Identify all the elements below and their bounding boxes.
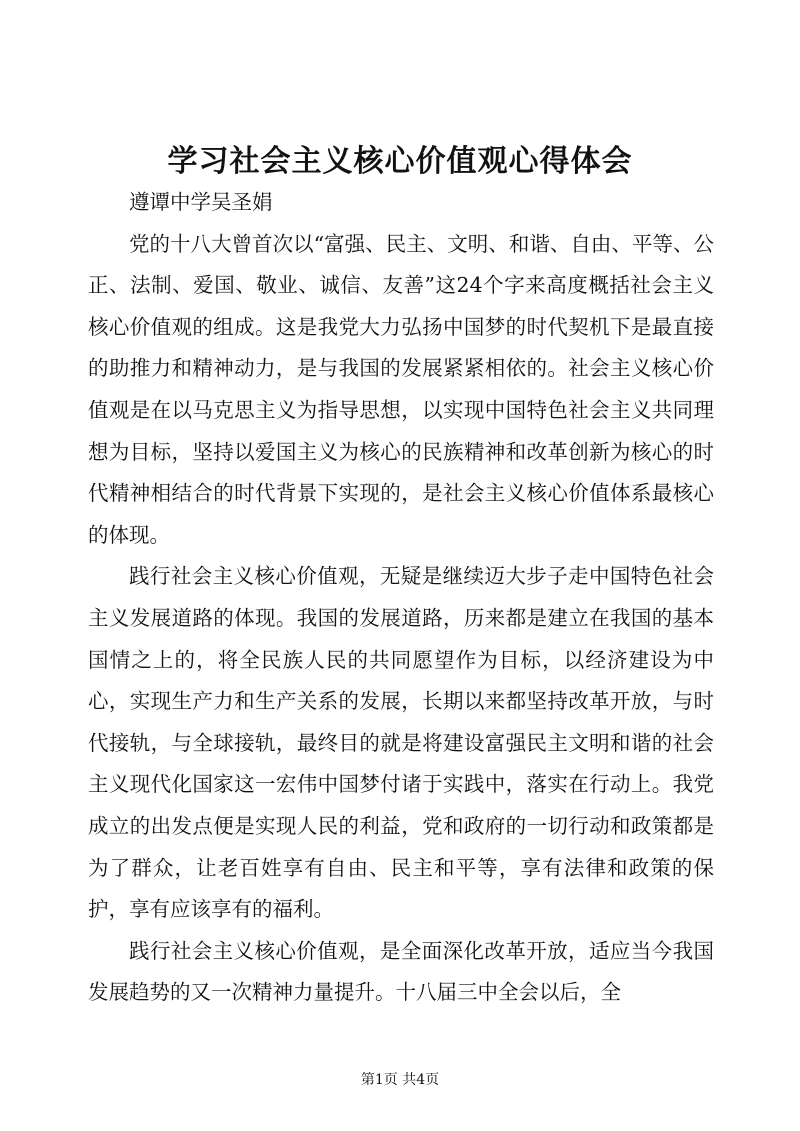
- paragraph-3: 践行社会主义核心价值观，是全面深化改革开放，适应当今我国发展趋势的又一次精神力量提升。十八届三中全会以后，全: [88, 938, 714, 1005]
- page-footer: 第1页 共4页: [360, 1072, 440, 1088]
- document-title: 学习社会主义核心价值观心得体会: [167, 144, 633, 179]
- author-line: 遵谭中学吴圣娟: [129, 190, 273, 214]
- paragraph-2: 践行社会主义核心价值观，无疑是继续迈大步子走中国特色社会主义发展道路的体现。我国的发展道路，历来都是建立在我国的基本国情之上的，将全民族人民的共同愿望作为目标，以经济建设为中心，实现生产力和生产关系的发展，长期以来都坚持改革开放，与时代接轨，与全球接轨，最终目的就是将建设富强民主文明和谐的社会主义现代化国家这一宏伟中国梦付诸于实践中，落实在行动上。我党成立的出发点便是实现人民的利益，党和政府的一切行动和政策都是为了群众，让老百姓享有自由、民主和平等，享有法律和政策的保护，享有应该享有的福利。: [88, 564, 714, 922]
- document-body: [88, 182, 714, 1014]
- paragraph-1: 党的十八大曾首次以“富强、民主、文明、和谐、自由、平等、公正、法制、爱国、敬业、诚信、友善”这24个字来高度概括社会主义核心价值观的组成。这是我党大力弘扬中国梦的时代契机下是最直接的助推力和精神动力，是与我国的发展紧紧相依的。社会主义核心价值观是在以马克思主义为指导思想，以实现中国特色社会主义共同理想为目标，坚持以爱国主义为核心的民族精神和改革创新为核心的时代精神相结合的时代背景下实现的，是社会主义核心价值体系最核心的体现。: [88, 231, 714, 547]
